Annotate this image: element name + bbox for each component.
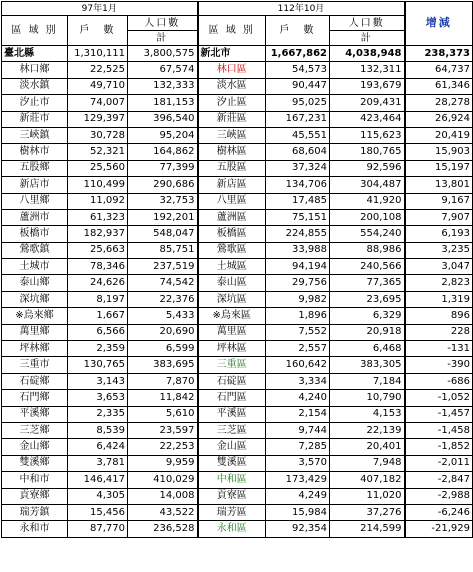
old-households-value: 129,397 — [68, 111, 128, 127]
change-value: -2,011 — [405, 455, 473, 471]
old-region-name: 萬里鄉 — [2, 324, 68, 340]
old-population-value: 20,690 — [128, 324, 198, 340]
new-region-name: 貢寮區 — [198, 488, 266, 504]
new-population-value: 7,948 — [330, 455, 405, 471]
new-population-value: 193,679 — [330, 78, 405, 94]
new-population-value: 7,184 — [330, 373, 405, 389]
old-households-value: 1,667 — [68, 308, 128, 324]
new-population-value: 240,566 — [330, 259, 405, 275]
old-population-header: 人口數 — [128, 16, 198, 31]
old-households-value: 3,143 — [68, 373, 128, 389]
new-households-value: 68,604 — [266, 144, 330, 160]
new-households-value: 9,744 — [266, 422, 330, 438]
old-households-value: 78,346 — [68, 259, 128, 275]
old-households-value: 15,456 — [68, 504, 128, 520]
change-value: 26,924 — [405, 111, 473, 127]
old-households-header: 戶 數 — [68, 16, 128, 46]
table-row — [2, 144, 473, 160]
old-region-name: 五股鄉 — [2, 160, 68, 176]
old-region-name: 石碇鄉 — [2, 373, 68, 389]
old-population-value: 181,153 — [128, 95, 198, 111]
new-region-name: 泰山區 — [198, 275, 266, 291]
new-population-value: 200,108 — [330, 209, 405, 225]
change-value: -21,929 — [405, 521, 473, 537]
new-region-name: 石門區 — [198, 390, 266, 406]
change-value: 20,419 — [405, 127, 473, 143]
change-value: 15,197 — [405, 160, 473, 176]
new-population-value: 6,329 — [330, 308, 405, 324]
new-population-value: 23,695 — [330, 291, 405, 307]
new-region-name: 瑞芳區 — [198, 504, 266, 520]
new-households-value: 4,240 — [266, 390, 330, 406]
new-population-header: 人口數 — [330, 16, 405, 31]
old-households-value: 24,626 — [68, 275, 128, 291]
new-region-name: 八里區 — [198, 193, 266, 209]
new-households-value: 173,429 — [266, 472, 330, 488]
total-old-name: 臺北縣 — [2, 46, 68, 62]
new-households-value: 2,154 — [266, 406, 330, 422]
new-region-name: 林口區 — [198, 62, 266, 78]
new-region-name: 三重區 — [198, 357, 266, 373]
change-value: 2,823 — [405, 275, 473, 291]
old-households-value: 74,007 — [68, 95, 128, 111]
change-header — [405, 2, 473, 46]
old-region-name: 雙溪鄉 — [2, 455, 68, 471]
change-value: 9,167 — [405, 193, 473, 209]
table-row — [2, 291, 473, 307]
table-row — [2, 390, 473, 406]
old-households-value: 8,197 — [68, 291, 128, 307]
old-region-name: 貢寮鄉 — [2, 488, 68, 504]
old-population-value: 23,597 — [128, 422, 198, 438]
change-value: 15,903 — [405, 144, 473, 160]
new-region-name: 金山區 — [198, 439, 266, 455]
old-population-value: 132,333 — [128, 78, 198, 94]
new-households-value: 224,855 — [266, 226, 330, 242]
change-value: 3,047 — [405, 259, 473, 275]
new-region-name: 深坑區 — [198, 291, 266, 307]
change-value: -2,847 — [405, 472, 473, 488]
new-households-value: 134,706 — [266, 177, 330, 193]
total-new-population: 4,038,948 — [330, 46, 405, 62]
new-region-name: 中和區 — [198, 472, 266, 488]
change-value: -1,852 — [405, 439, 473, 455]
table-row — [2, 324, 473, 340]
new-population-value: 407,182 — [330, 472, 405, 488]
table-row — [2, 78, 473, 94]
new-region-name: 鶯歌區 — [198, 242, 266, 258]
old-households-value: 22,525 — [68, 62, 128, 78]
new-region-name: ※烏來區 — [198, 308, 266, 324]
new-region-name: 板橋區 — [198, 226, 266, 242]
table-row — [2, 488, 473, 504]
new-population-value: 92,596 — [330, 160, 405, 176]
old-region-name: 三重市 — [2, 357, 68, 373]
new-population-value: 180,765 — [330, 144, 405, 160]
table-row — [2, 275, 473, 291]
new-households-value: 3,334 — [266, 373, 330, 389]
new-population-value: 10,790 — [330, 390, 405, 406]
old-population-value: 548,047 — [128, 226, 198, 242]
new-population-value: 88,986 — [330, 242, 405, 258]
old-population-subheader: 計 — [128, 31, 198, 46]
new-households-value: 37,324 — [266, 160, 330, 176]
table-row — [2, 406, 473, 422]
new-region-name: 淡水區 — [198, 78, 266, 94]
table-row — [2, 193, 473, 209]
old-population-value: 7,870 — [128, 373, 198, 389]
new-region-name: 雙溪區 — [198, 455, 266, 471]
old-region-name: 樹林市 — [2, 144, 68, 160]
new-households-value: 160,642 — [266, 357, 330, 373]
new-households-value: 29,756 — [266, 275, 330, 291]
new-population-value: 209,431 — [330, 95, 405, 111]
new-region-name: 新店區 — [198, 177, 266, 193]
total-old-population: 3,800,575 — [128, 46, 198, 62]
old-region-name: 蘆洲市 — [2, 209, 68, 225]
old-region-name: 新莊市 — [2, 111, 68, 127]
old-population-value: 67,574 — [128, 62, 198, 78]
old-region-name: 永和市 — [2, 521, 68, 537]
new-population-value: 383,305 — [330, 357, 405, 373]
change-value: -1,458 — [405, 422, 473, 438]
old-households-value: 30,728 — [68, 127, 128, 143]
change-value: 28,278 — [405, 95, 473, 111]
period-header-row — [2, 2, 473, 16]
new-population-value: 77,365 — [330, 275, 405, 291]
table-row — [2, 504, 473, 520]
change-value: 1,319 — [405, 291, 473, 307]
new-region-name: 坪林區 — [198, 341, 266, 357]
old-population-value: 383,695 — [128, 357, 198, 373]
old-households-value: 3,781 — [68, 455, 128, 471]
old-region-name: 中和市 — [2, 472, 68, 488]
new-households-value: 9,982 — [266, 291, 330, 307]
old-population-value: 43,522 — [128, 504, 198, 520]
total-change: 238,373 — [405, 46, 473, 62]
old-population-value: 11,842 — [128, 390, 198, 406]
old-households-value: 52,321 — [68, 144, 128, 160]
old-region-name: 金山鄉 — [2, 439, 68, 455]
old-households-value: 2,359 — [68, 341, 128, 357]
old-population-value: 192,201 — [128, 209, 198, 225]
period-1-label: 97年1月 — [2, 2, 198, 16]
table-row — [2, 521, 473, 537]
new-households-value: 7,285 — [266, 439, 330, 455]
new-region-name: 土城區 — [198, 259, 266, 275]
old-region-name: 新店市 — [2, 177, 68, 193]
change-value: 61,346 — [405, 78, 473, 94]
change-value: -1,052 — [405, 390, 473, 406]
change-value: 896 — [405, 308, 473, 324]
new-population-value: 132,311 — [330, 62, 405, 78]
new-households-value: 7,552 — [266, 324, 330, 340]
change-value: 6,193 — [405, 226, 473, 242]
old-households-value: 8,539 — [68, 422, 128, 438]
old-households-value: 110,499 — [68, 177, 128, 193]
change-value: 64,737 — [405, 62, 473, 78]
old-population-value: 396,540 — [128, 111, 198, 127]
new-population-value: 423,464 — [330, 111, 405, 127]
old-region-name: 石門鄉 — [2, 390, 68, 406]
old-region-name: 深坑鄉 — [2, 291, 68, 307]
new-population-value: 304,487 — [330, 177, 405, 193]
table-row — [2, 127, 473, 143]
new-population-value: 214,599 — [330, 521, 405, 537]
old-region-name: 八里鄉 — [2, 193, 68, 209]
old-region-name: 淡水鎮 — [2, 78, 68, 94]
new-region-name: 三峽區 — [198, 127, 266, 143]
old-region-name: 汐止市 — [2, 95, 68, 111]
total-old-households: 1,310,111 — [68, 46, 128, 62]
total-new-households: 1,667,862 — [266, 46, 330, 62]
new-population-value: 11,020 — [330, 488, 405, 504]
table-row — [2, 472, 473, 488]
old-region-name: 坪林鄉 — [2, 341, 68, 357]
change-value: -1,457 — [405, 406, 473, 422]
old-households-value: 146,417 — [68, 472, 128, 488]
table-row — [2, 209, 473, 225]
old-households-value: 6,424 — [68, 439, 128, 455]
new-households-value: 54,573 — [266, 62, 330, 78]
old-region-name: 泰山鄉 — [2, 275, 68, 291]
change-header-label: 增減 — [425, 16, 452, 29]
new-population-subheader: 計 — [330, 31, 405, 46]
change-value: 3,235 — [405, 242, 473, 258]
old-region-name: 三芝鄉 — [2, 422, 68, 438]
new-region-name: 汐止區 — [198, 95, 266, 111]
table-row — [2, 160, 473, 176]
new-population-value: 4,153 — [330, 406, 405, 422]
old-population-value: 32,753 — [128, 193, 198, 209]
new-households-value: 94,194 — [266, 259, 330, 275]
new-households-value: 92,354 — [266, 521, 330, 537]
old-households-value: 25,663 — [68, 242, 128, 258]
old-region-name: 三峽鎮 — [2, 127, 68, 143]
old-population-value: 74,542 — [128, 275, 198, 291]
change-value: 228 — [405, 324, 473, 340]
table-row — [2, 341, 473, 357]
new-region-header: 區 域 別 — [198, 16, 266, 46]
new-region-name: 五股區 — [198, 160, 266, 176]
column-header-row-1 — [2, 16, 473, 31]
old-population-value: 22,376 — [128, 291, 198, 307]
new-households-value: 1,896 — [266, 308, 330, 324]
table-row — [2, 422, 473, 438]
change-value: -6,246 — [405, 504, 473, 520]
old-region-name: 平溪鄉 — [2, 406, 68, 422]
new-households-header: 戶 數 — [266, 16, 330, 46]
old-population-value: 164,862 — [128, 144, 198, 160]
old-population-value: 95,204 — [128, 127, 198, 143]
new-households-value: 17,485 — [266, 193, 330, 209]
old-households-value: 182,937 — [68, 226, 128, 242]
new-households-value: 90,447 — [266, 78, 330, 94]
table-row — [2, 226, 473, 242]
new-population-value: 554,240 — [330, 226, 405, 242]
total-new-name: 新北市 — [198, 46, 266, 62]
new-region-name: 永和區 — [198, 521, 266, 537]
table-row — [2, 373, 473, 389]
old-population-value: 14,008 — [128, 488, 198, 504]
old-region-name: 林口鄉 — [2, 62, 68, 78]
old-region-name: ※烏來鄉 — [2, 308, 68, 324]
new-population-value: 22,139 — [330, 422, 405, 438]
old-households-value: 4,305 — [68, 488, 128, 504]
old-households-value: 25,560 — [68, 160, 128, 176]
change-value: -686 — [405, 373, 473, 389]
old-region-name: 土城市 — [2, 259, 68, 275]
table-row — [2, 242, 473, 258]
table-row — [2, 259, 473, 275]
old-households-value: 2,335 — [68, 406, 128, 422]
old-population-value: 236,528 — [128, 521, 198, 537]
change-value: -131 — [405, 341, 473, 357]
new-population-value: 115,623 — [330, 127, 405, 143]
table-row — [2, 62, 473, 78]
old-population-value: 22,253 — [128, 439, 198, 455]
new-population-value: 41,920 — [330, 193, 405, 209]
table-row — [2, 455, 473, 471]
new-households-value: 167,231 — [266, 111, 330, 127]
new-households-value: 4,249 — [266, 488, 330, 504]
old-region-header: 區 域 別 — [2, 16, 68, 46]
old-households-value: 11,092 — [68, 193, 128, 209]
new-households-value: 15,984 — [266, 504, 330, 520]
change-value: 13,801 — [405, 177, 473, 193]
population-comparison-table — [1, 1, 473, 538]
old-population-value: 6,599 — [128, 341, 198, 357]
new-population-value: 20,918 — [330, 324, 405, 340]
new-region-name: 平溪區 — [198, 406, 266, 422]
total-row — [2, 46, 473, 62]
new-region-name: 萬里區 — [198, 324, 266, 340]
old-region-name: 瑞芳鎮 — [2, 504, 68, 520]
new-households-value: 45,551 — [266, 127, 330, 143]
new-households-value: 95,025 — [266, 95, 330, 111]
old-households-value: 6,566 — [68, 324, 128, 340]
table-row — [2, 95, 473, 111]
new-population-value: 6,468 — [330, 341, 405, 357]
old-population-value: 237,519 — [128, 259, 198, 275]
new-households-value: 3,570 — [266, 455, 330, 471]
period-2-label: 112年10月 — [198, 2, 405, 16]
old-households-value: 49,710 — [68, 78, 128, 94]
change-value: 7,907 — [405, 209, 473, 225]
new-households-value: 33,988 — [266, 242, 330, 258]
new-population-value: 37,276 — [330, 504, 405, 520]
new-region-name: 樹林區 — [198, 144, 266, 160]
change-value: -2,988 — [405, 488, 473, 504]
new-households-value: 75,151 — [266, 209, 330, 225]
old-households-value: 130,765 — [68, 357, 128, 373]
change-value: -390 — [405, 357, 473, 373]
table-row — [2, 111, 473, 127]
table-row — [2, 177, 473, 193]
old-population-value: 410,029 — [128, 472, 198, 488]
new-region-name: 新莊區 — [198, 111, 266, 127]
old-population-value: 5,433 — [128, 308, 198, 324]
old-region-name: 板橋市 — [2, 226, 68, 242]
old-population-value: 77,399 — [128, 160, 198, 176]
new-region-name: 蘆洲區 — [198, 209, 266, 225]
old-households-value: 61,323 — [68, 209, 128, 225]
table-row — [2, 308, 473, 324]
old-population-value: 290,686 — [128, 177, 198, 193]
old-region-name: 鶯歌鎮 — [2, 242, 68, 258]
old-households-value: 87,770 — [68, 521, 128, 537]
old-population-value: 9,959 — [128, 455, 198, 471]
old-population-value: 5,610 — [128, 406, 198, 422]
table-row — [2, 439, 473, 455]
new-households-value: 2,557 — [266, 341, 330, 357]
table-row — [2, 357, 473, 373]
old-population-value: 85,751 — [128, 242, 198, 258]
new-region-name: 三芝區 — [198, 422, 266, 438]
new-region-name: 石碇區 — [198, 373, 266, 389]
old-households-value: 3,653 — [68, 390, 128, 406]
new-population-value: 20,401 — [330, 439, 405, 455]
